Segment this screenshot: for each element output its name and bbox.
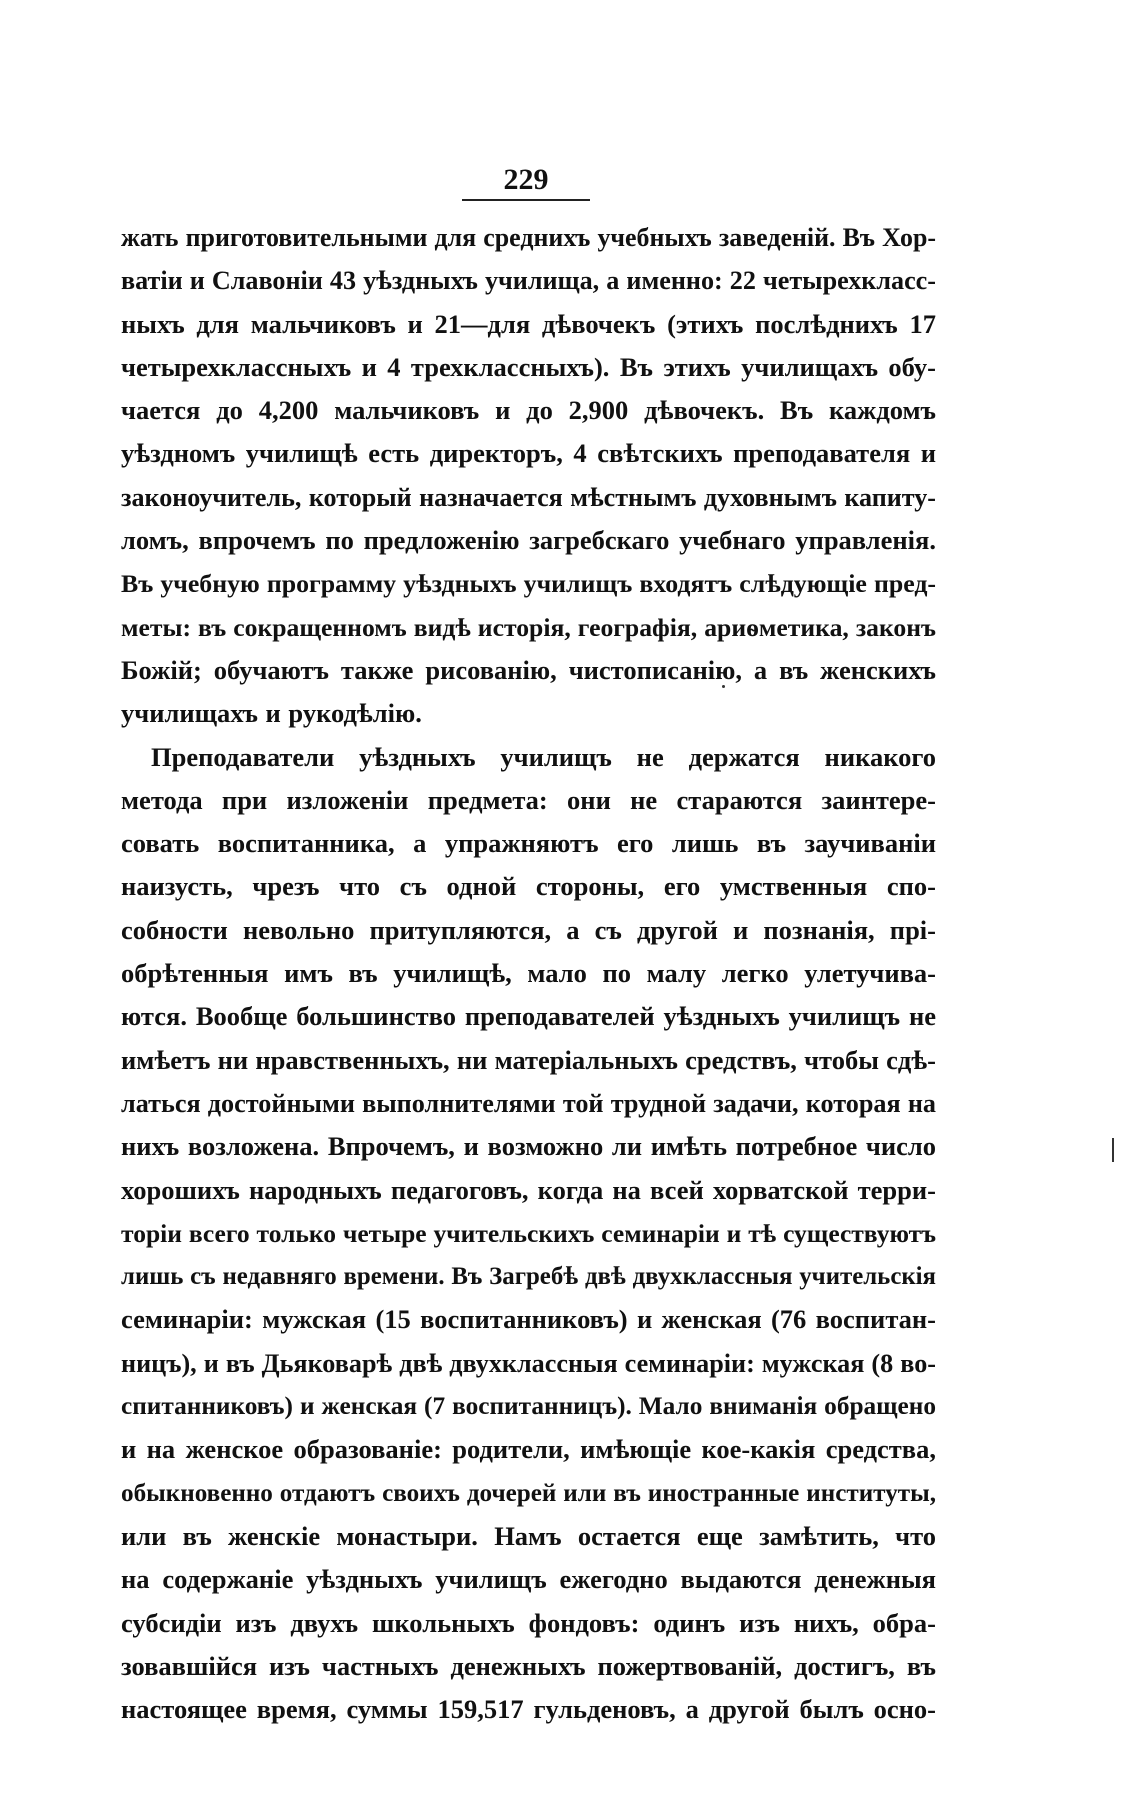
text-line: Божій; обучаютъ также рисованію, чистописанію, а въ женскихъ: [121, 654, 936, 685]
text-line: нихъ возложена. Впрочемъ, и возможно ли имѣть потребное число: [121, 1131, 936, 1162]
text-line: наизусть, чрезъ что съ одной стороны, его умственныя спо-: [121, 871, 936, 902]
text-line: училищахъ и рукодѣлію.: [121, 698, 422, 729]
text-line: семинаріи: мужская (15 воспитанниковъ) и женская (76 воспитан-: [121, 1304, 936, 1335]
text-line: латься достойными выполнителями той трудной задачи, которая на: [121, 1088, 936, 1118]
text-line: чается до 4,200 мальчиковъ и до 2,900 дѣвочекъ. Въ каждомъ: [121, 395, 936, 426]
text-line: торіи всего только четыре учительскихъ семинаріи и тѣ существуютъ: [121, 1218, 936, 1248]
text-line: на содержаніе уѣздныхъ училищъ ежегодно выдаются денежныя: [121, 1564, 936, 1595]
text-line: жать приготовительными для среднихъ учебныхъ заведеній. Въ Хор-: [121, 223, 936, 252]
text-line: имѣетъ ни нравственныхъ, ни матеріальныхъ средствъ, чтобы сдѣ-: [121, 1044, 936, 1075]
text-line: Преподаватели уѣздныхъ училищъ не держатся никакого: [151, 741, 936, 772]
text-line: четырехклассныхъ и 4 трехклассныхъ). Въ этихъ училищахъ обу-: [121, 351, 936, 382]
body-text: [121, 216, 936, 1731]
text-line: совать воспитанника, а упражняютъ его лишь въ заучиваніи: [121, 828, 936, 859]
text-line: обрѣтенныя имъ въ училищѣ, мало по малу легко улетучива-: [121, 958, 936, 989]
paragraph-2: [121, 736, 936, 1732]
text-line: и на женское образованіе: родители, имѣющіе кое-какія средства,: [121, 1434, 936, 1465]
scan-speck: [722, 685, 725, 688]
text-line: субсидіи изъ двухъ школьныхъ фондовъ: одинъ изъ нихъ, обра-: [121, 1607, 936, 1638]
text-line: законоучитель, который назначается мѣстнымъ духовнымъ капиту-: [121, 482, 936, 512]
text-line: обыкновенно отдаютъ своихъ дочерей или въ иностранные институты,: [121, 1479, 936, 1507]
text-line: ются. Вообще большинство преподавателей уѣздныхъ училищъ не: [121, 1001, 936, 1032]
text-line: ныхъ для мальчиковъ и 21—для дѣвочекъ (этихъ послѣднихъ 17: [121, 308, 936, 339]
text-line: или въ женскіе монастыри. Намъ остается еще замѣтить, что: [121, 1520, 936, 1551]
text-line: меты: въ сокращенномъ видѣ исторія, географія, ариѳметика, законъ: [121, 612, 936, 642]
text-line: лишь съ недавняго времени. Въ Загребѣ двѣ двухклассныя учительскія: [121, 1263, 936, 1291]
text-line: хорошихъ народныхъ педагоговъ, когда на всей хорватской терри-: [121, 1174, 936, 1205]
text-line: метода при изложеніи предмета: они не стараются заинтере-: [121, 784, 936, 815]
text-line: ницъ), и въ Дьяковарѣ двѣ двухклассныя семинаріи: мужская (8 во-: [121, 1348, 936, 1378]
text-line: настоящее время, суммы 159,517 гульденовъ, а другой былъ осно-: [121, 1694, 936, 1725]
text-line: уѣздномъ училищѣ есть директоръ, 4 свѣтскихъ преподавателя и: [121, 438, 936, 469]
paragraph-1: [121, 216, 936, 736]
text-line: ломъ, впрочемъ по предложенію загребскаго учебнаго управленія.: [121, 525, 936, 556]
text-line: ватіи и Славоніи 43 уѣздныхъ училища, а именно: 22 четырехкласс-: [121, 266, 936, 296]
page-number: 229: [503, 163, 549, 196]
text-line: зовавшійся изъ частныхъ денежныхъ пожертвованій, достигъ, въ: [121, 1650, 936, 1681]
page-number-rule: [462, 199, 590, 201]
text-line: Въ учебную программу уѣздныхъ училищъ входятъ слѣдующіе пред-: [121, 569, 936, 599]
scan-margin-mark: [1112, 1138, 1114, 1162]
text-line: собности невольно притупляются, а съ другой и познанія, прі-: [121, 914, 936, 945]
text-line: спитанниковъ) и женская (7 воспитанницъ). Мало вниманія обращено: [121, 1392, 936, 1421]
